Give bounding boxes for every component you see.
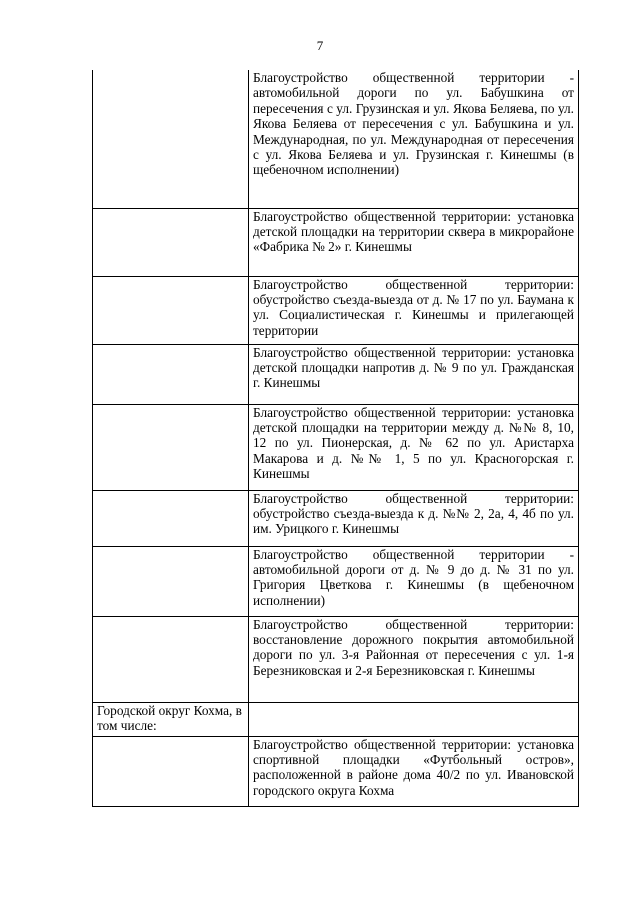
description-cell: Благоустройство общественной территории: установка детской площадки напротив д. № 9 по ул. Гражданская г. Кинешмы <box>249 344 579 404</box>
description-cell: Благоустройство общественной территории: установка детской площадки на территории сквера в микрорайоне «Фабрика № 2» г. Кинешмы <box>249 208 579 276</box>
table-row <box>93 404 579 490</box>
table-row <box>93 736 579 806</box>
page-number: 7 <box>316 38 324 53</box>
municipality-cell <box>93 490 249 546</box>
municipality-cell <box>93 404 249 490</box>
description-cell: Благоустройство общественной территории - автомобильной дороги по ул. Бабушкина от пересечения с ул. Грузинская и ул. Якова Беляева, по ул. Якова Беляева от пересечения с ул. Бабушкина и ул. Международная, по ул. Международная от пересечения с ул. Якова Беляева и ул. Грузинская г. Кинешмы (в щебеночном исполнении) <box>249 70 579 208</box>
table-row <box>93 70 579 208</box>
municipality-cell <box>93 344 249 404</box>
description-cell: Благоустройство общественной территории: восстановление дорожного покрытия автомобильной дороги по ул. 3-я Районная от пересечения с ул. 1-я Березниковская и 2-я Березниковская г. Кинешмы <box>249 616 579 702</box>
description-cell <box>249 702 579 736</box>
description-cell: Благоустройство общественной территории - автомобильной дороги от д. № 9 до д. № 31 по ул. Григория Цветкова г. Кинешмы (в щебеночном исполнении) <box>249 546 579 616</box>
description-cell: Благоустройство общественной территории: обустройство съезда-выезда от д. № 17 по ул. Баумана к ул. Социалистическая г. Кинешмы и прилегающей территории <box>249 276 579 344</box>
municipality-cell: Городской округ Кохма, в том числе: <box>93 702 249 736</box>
table-row <box>93 546 579 616</box>
municipality-cell <box>93 276 249 344</box>
table-row <box>93 616 579 702</box>
municipality-cell <box>93 70 249 208</box>
table-row <box>93 344 579 404</box>
table-row <box>93 490 579 546</box>
description-cell: Благоустройство общественной территории: обустройство съезда-выезда к д. №№ 2, 2а, 4, 4б по ул. им. Урицкого г. Кинешмы <box>249 490 579 546</box>
municipality-cell <box>93 616 249 702</box>
description-cell: Благоустройство общественной территории: установка спортивной площадки «Футбольный остров», расположенной в районе дома 40/2 по ул. Ивановской городского округа Кохма <box>249 736 579 806</box>
table-row <box>93 702 579 736</box>
description-cell: Благоустройство общественной территории: установка детской площадки на территории между д. №№ 8, 10, 12 по ул. Пионерская, д. № 62 по ул. Аристарха Макарова и д. №№ 1, 5 по ул. Красногорская г. Кинешмы <box>249 404 579 490</box>
municipality-cell <box>93 736 249 806</box>
municipality-cell <box>93 546 249 616</box>
municipality-cell <box>93 208 249 276</box>
table-row <box>93 208 579 276</box>
table-row <box>93 276 579 344</box>
improvement-objects-table <box>92 70 579 807</box>
